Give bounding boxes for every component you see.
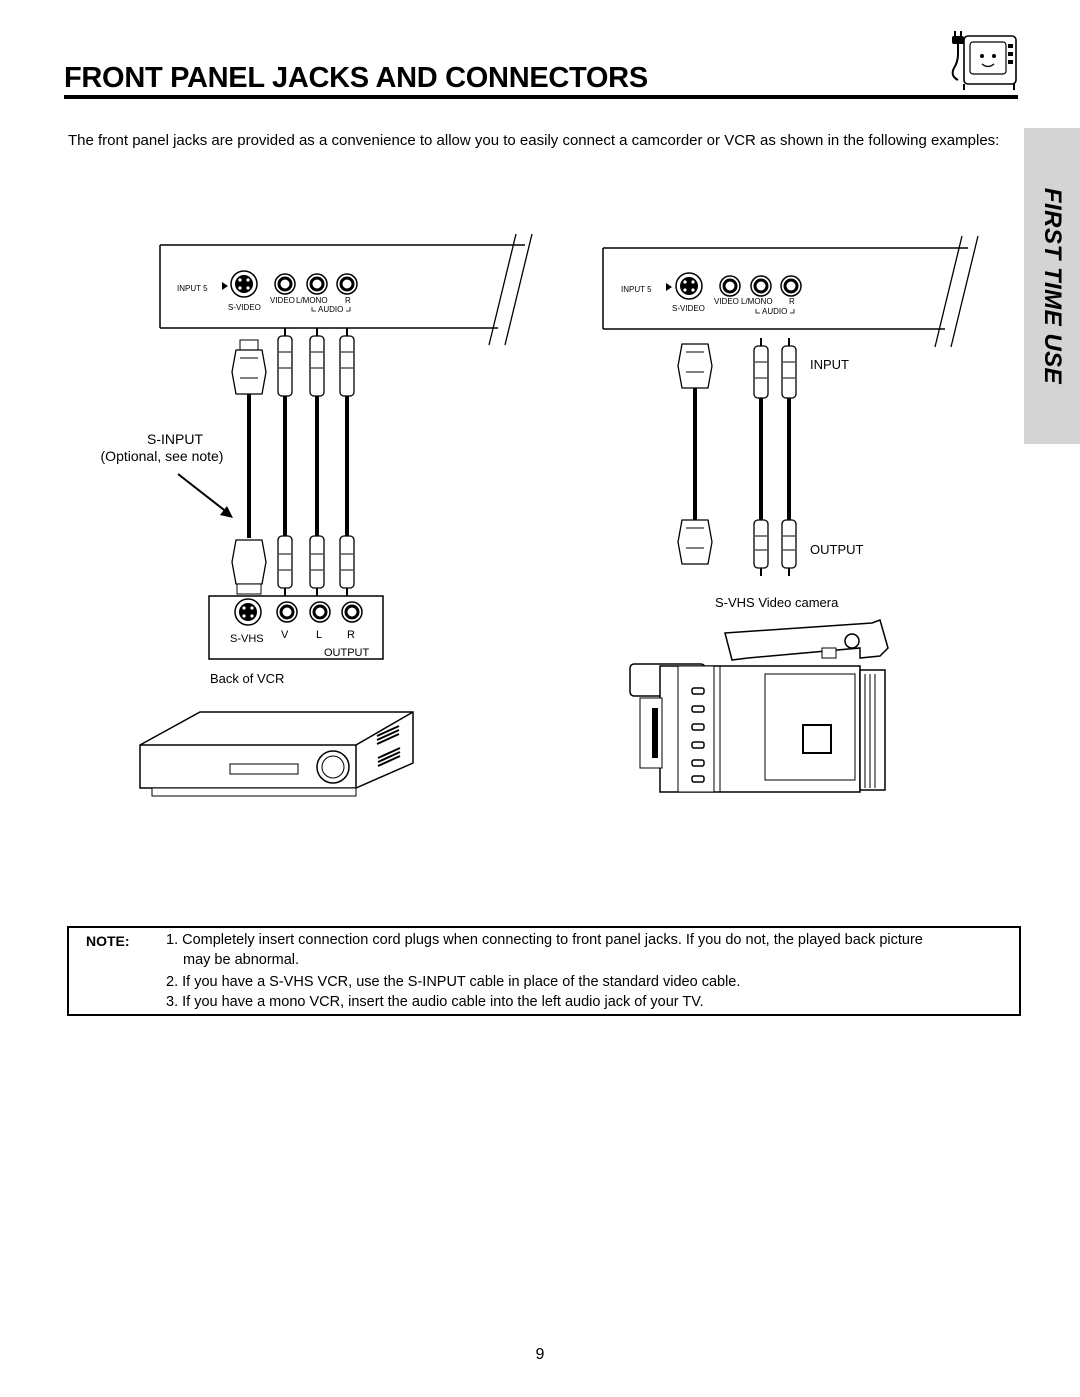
- video-label: VIDEO: [714, 297, 739, 306]
- camera-caption: S-VHS Video camera: [715, 595, 839, 610]
- lmono-label: L/MONO: [741, 297, 773, 306]
- svideo-label: S-VIDEO: [672, 304, 705, 313]
- vcr-back-panel: [209, 596, 383, 659]
- r-label: R: [345, 296, 351, 305]
- input-label: INPUT: [810, 357, 849, 372]
- v-label: V: [281, 629, 289, 641]
- page-title: FRONT PANEL JACKS AND CONNECTORS: [64, 62, 648, 94]
- s-input-label: S-INPUT: [147, 431, 203, 447]
- note-item-2: 2. If you have a S-VHS VCR, use the S-INPUT cable in place of the standard video cable.: [166, 974, 741, 990]
- note-item-1: 1. Completely insert connection cord plugs when connecting to front panel jacks. If you do not, the played back picture: [166, 932, 923, 948]
- tv-plug-icon: [944, 30, 1020, 92]
- intro-paragraph: The front panel jacks are provided as a convenience to allow you to easily connect a camcorder or VCR as shown in the following examples:: [68, 132, 1000, 149]
- note-item-3: 3. If you have a mono VCR, insert the audio cable into the left audio jack of your TV.: [166, 994, 704, 1010]
- vcr-output-label: OUTPUT: [324, 647, 370, 659]
- section-tab-label: FIRST TIME USE: [1039, 187, 1066, 385]
- panel-input-label: INPUT 5: [177, 284, 208, 293]
- svideo-cable: [678, 344, 712, 564]
- camcorder-icon: [630, 620, 888, 792]
- pointer-arrow-icon: [178, 474, 233, 518]
- note-label: NOTE:: [86, 933, 130, 949]
- svideo-cable: [232, 340, 266, 594]
- output-label: OUTPUT: [810, 542, 864, 557]
- note-box: [67, 926, 1021, 1016]
- r-label: R: [789, 297, 795, 306]
- tv-front-panel: [603, 236, 978, 347]
- panel-input-label: INPUT 5: [621, 285, 652, 294]
- audio-label: AUDIO: [318, 305, 344, 314]
- camcorder-connection-diagram: [560, 228, 1000, 808]
- l-label: L: [316, 629, 323, 641]
- lmono-label: L/MONO: [296, 296, 328, 305]
- s-input-note: (Optional, see note): [100, 448, 224, 464]
- vcr-connection-diagram: [80, 228, 550, 808]
- title-rule: [64, 95, 1018, 99]
- svideo-label: S-VIDEO: [228, 303, 261, 312]
- audio-label: AUDIO: [762, 307, 788, 316]
- svhs-label: S-VHS: [230, 633, 264, 645]
- section-tab: [1024, 128, 1080, 444]
- rca-cables: [754, 338, 796, 576]
- rca-cables: [278, 328, 354, 598]
- video-label: VIDEO: [270, 296, 295, 305]
- r-label-vcr: R: [347, 629, 355, 641]
- vcr-icon: [140, 712, 413, 796]
- page-number: 9: [535, 1346, 545, 1363]
- vcr-caption: Back of VCR: [210, 671, 285, 686]
- note-item-1-continued: may be abnormal.: [183, 952, 300, 968]
